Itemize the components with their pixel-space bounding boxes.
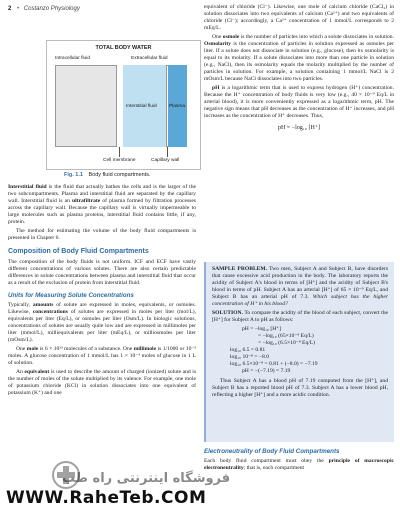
- paragraph-interstitial: [8, 184, 196, 226]
- watermark-logo-icon: [48, 460, 84, 490]
- label-interstitial: Interstitial fluid: [126, 104, 157, 109]
- solution-label: SOLUTION.: [212, 310, 243, 316]
- paragraph-text: One: [212, 34, 223, 40]
- paragraph-text: of solutes are expressed in moles per liter (mol/L), equivalents per liter (Eq/L), or osmoles per liter (Osm/L). In biologic solutions, concentrations of solutes are usually quite low and are expressed in millimoles per liter (mmol/L), milliequivalents per liter (mEq/L), or milliosmoles per liter (mOsm/L).: [8, 309, 196, 343]
- paragraph-text: Each body fluid compartment must obey the: [204, 458, 329, 464]
- left-column: [8, 184, 196, 399]
- figure-title: TOTAL BODY WATER: [95, 45, 152, 51]
- equation-line: log₁₀ 6.5 = 0.81: [230, 347, 266, 353]
- cell-membrane-pointer: [119, 147, 120, 157]
- equation-line: = −log₁₀ (6.5×10⁻⁸ Eq/L): [258, 340, 316, 346]
- paragraph-ph: [204, 85, 394, 120]
- term-ph: pH: [212, 85, 220, 91]
- solution-text: [212, 310, 388, 324]
- sample-conclusion: Thus Subject A has a blood pH of 7.19 computed from the [H⁺], and Subject B has a reported blood pH of 7.3. Subject A has a lower blood pH, reflecting a higher [H⁺] and a more acidic condition.: [212, 378, 388, 398]
- paragraph-electroneutrality: [204, 458, 394, 472]
- capillary-wall-pointer: [167, 147, 168, 157]
- paragraph-equivalent: [8, 369, 196, 397]
- paragraph-text: is the concentration of particles in solution expressed as osmoles per liter. If a solute does not dissociate in solution (e.g., glucose), then its osmolarity is equal to its molarity. If a solute dissociates into more than one particle in solution (e.g., NaCl), then its osmolarity equals the molarity multiplied by the number of particles in solution. For example, a solution containing 1 mmol/L NaCl is 2 mOsm/L because NaCl dissociates into two particles.: [204, 41, 394, 82]
- header-separator: •: [17, 6, 20, 12]
- paragraph-text: is 6 × 10²³ molecules of a substance. One: [38, 346, 134, 352]
- term-mole: mole: [26, 346, 39, 352]
- equation-line: pH = −(−7.19) = 7.19: [242, 368, 291, 374]
- sample-problem-box: [204, 262, 394, 442]
- figure-caption: [64, 172, 151, 178]
- label-extracellular: Extracellular fluid: [131, 56, 168, 61]
- paragraph-text: of solute are expressed in moles, equivalents, or osmoles. Likewise,: [8, 302, 196, 315]
- sample-problem-question: Which subject has the higher concentration of H⁺ in his blood?: [212, 294, 389, 307]
- term-osmolarity: Osmolarity: [204, 41, 232, 47]
- label-plasma: Plasma: [169, 104, 185, 109]
- section-heading-composition: Composition of Body Fluid Compartments: [8, 248, 149, 255]
- sample-problem-text: [212, 266, 388, 308]
- equation-line: pH = −log₁₀ [H⁺]: [242, 326, 282, 332]
- paragraph-units: [8, 302, 196, 344]
- paragraph-text: is the fluid that actually bathes the cells and is the larger of the two subcompartments. Plasma and interstitial fluid are separated by the capillary wall. Interstitial fluid is an: [8, 184, 196, 204]
- label-intracellular: Intracellular fluid: [55, 56, 90, 61]
- paragraph-text: is used to describe the amount of charged (ionized) solute and is the number of moles of the solute multiplied by its valence. For example, one mole of potassium chloride (KCl) in solution dissociates into one equivalent of potassium (K⁺) and one: [8, 369, 196, 396]
- paragraph-osmole: [204, 34, 394, 83]
- sample-problem-statement: Two men, Subject A and Subject B, have disorders that cause excessive acid production in the body. The laboratory reports the acidity of Subject A's blood in terms of [H⁺] and the acidity of Subject B's blood in terms of pH. Subject A has an arterial [H⁺] of 65 × 10⁻⁹ Eq/L, and Subject B has an arterial pH of 7.3.: [212, 266, 388, 300]
- electroneutrality-section: [204, 448, 394, 474]
- term-millimole: millimole: [133, 346, 157, 352]
- right-column: [204, 4, 394, 137]
- term-ultrafiltrate: ultrafiltrate: [71, 198, 101, 204]
- paragraph-method: The method for estimating the volume of the body fluid compartments is presented in Chapter 6.: [8, 228, 196, 241]
- page-number: 2: [8, 6, 12, 12]
- ph-formula: pH = −log₁₀ [H⁺]: [278, 125, 320, 131]
- equation-line: log₁₀ 10⁻⁸ = −8.0: [230, 354, 270, 360]
- term-electroneutrality: principle of macroscopic electroneutrality: [204, 458, 394, 471]
- label-cell-membrane: Cell membrane: [103, 158, 136, 163]
- paragraph-text: An: [16, 369, 25, 375]
- watermark-url[interactable]: WWW.RaheTeb.COM: [6, 488, 207, 508]
- term-osmole: osmole: [222, 34, 240, 40]
- label-capillary-wall: Capillary wall: [151, 158, 180, 163]
- figure-caption-text: Body fluid compartments.: [88, 172, 151, 178]
- term-concentrations: concentrations: [32, 309, 68, 315]
- book-title: Costanzo Physiology: [23, 6, 80, 12]
- sample-problem-label: SAMPLE PROBLEM.: [212, 266, 268, 272]
- paragraph-text: ; that is, each compartment: [243, 465, 305, 471]
- subsection-heading-units: Units for Measuring Solute Concentrations: [8, 292, 134, 299]
- paragraph-text: is a logarithmic term that is used to express hydrogen (H⁺) concentration. Because the H⁺ concentration of body fluids is very low (e.g., 40 × 10⁻⁹ Eq/L in arterial blood), it is more conveniently expressed as a logarithmic term, pH. The negative sign means that pH decreases as the concentration of H⁺ increases, and pH increases as the concentration of H⁺ decreases. Thus,: [204, 85, 394, 119]
- paragraph-text: is the number of particles into which a solute dissociates in solution.: [239, 34, 394, 40]
- paragraph-text: is 1/1000 or 10⁻³ moles. A glucose concentration of 1 mmol/L has 1 × 10⁻³ moles of glucose in 1 L of solution.: [8, 346, 197, 366]
- running-header: [8, 6, 80, 12]
- term-interstitial-fluid: Interstitial fluid: [8, 184, 47, 190]
- paragraph-chloride: equivalent of chloride (Cl⁻). Likewise, one mole of calcium chloride (CaCl₂) in solution dissociates into two equivalents of calcium (Ca²⁺) and two equivalents of chloride (Cl⁻); accordingly, a Ca²⁺ concentration of 1 mmol/L corresponds to 2 mEq/L.: [204, 4, 394, 31]
- equation-line: log₁₀ 6.5×10⁻⁸ = 0.81 + (−8.0) = −7.19: [230, 361, 318, 367]
- term-amounts: amounts: [32, 302, 54, 308]
- paragraph-text: Typically,: [8, 302, 33, 308]
- paragraph-mole: [8, 346, 196, 367]
- equation-line: = −log₁₀ (65×10⁻⁹ Eq/L): [258, 333, 314, 339]
- paragraph-text: of plasma formed by filtration processes across the capillary wall. Because the capillary wall is virtually impermeable to large molecules such as plasma proteins, interstitial fluid contains little, if any, protein.: [8, 198, 196, 225]
- watermark: [0, 468, 400, 512]
- figure-caption-label: Fig. 1.1: [64, 172, 83, 178]
- term-equivalent: equivalent: [24, 369, 50, 375]
- section-heading-electroneutrality: Electroneutrality of Body Fluid Compartments: [204, 448, 340, 455]
- paragraph-composition: The composition of the body fluids is not uniform. ICF and ECF have vastly different concentrations of various solutes. There are also certain predictable differences in solute concentrations between plasma and interstitial fluid that occur as a result of the exclusion of protein from interstitial fluid.: [8, 259, 196, 286]
- solution-intro: To compare the acidity of the blood of each subject, convert the [H⁺] for Subject A to pH as follows:: [212, 310, 388, 323]
- watermark-persian-text: فروشگاه اینترنتی راه طب: [62, 471, 231, 486]
- body-fluid-figure: [46, 40, 201, 170]
- paragraph-text: One: [16, 346, 27, 352]
- icf-compartment: [55, 65, 117, 147]
